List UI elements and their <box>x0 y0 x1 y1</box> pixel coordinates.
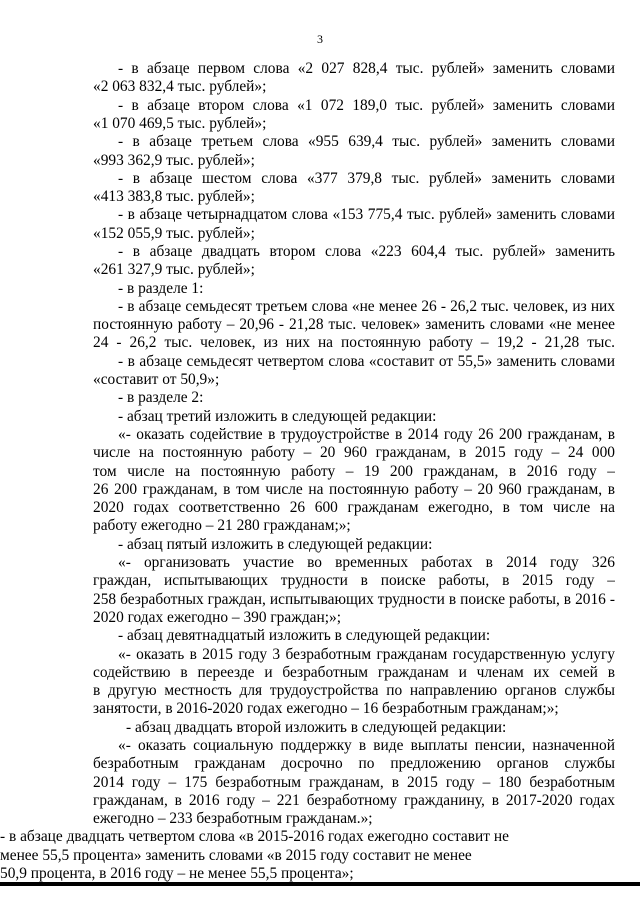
text-line: содействию в переезде и безработным гражданам и членам их семей в <box>93 663 615 681</box>
text-line: - в абзаце третьем слова «955 639,4 тыс. рублей» заменить словами <box>118 133 615 151</box>
text-line: - абзац третий изложить в следующей редакции: <box>118 407 437 425</box>
text-line: - в абзаце шестом слова «377 379,8 тыс. рублей» заменить словами <box>118 169 615 187</box>
text-line: занятости, в 2016-2020 годах ежегодно – 16 безработным гражданам;»; <box>93 700 559 718</box>
text-line: том числе на постоянную работу – 19 200 гражданам, в 2016 году – <box>93 462 615 480</box>
text-line: - в абзаце втором слова «1 072 189,0 тыс. рублей» заменить словами <box>118 96 615 114</box>
text-line: «- оказать содействие в трудоустройстве в 2014 году 26 200 гражданам, в <box>118 425 615 443</box>
text-line: «261 327,9 тыс. рублей»; <box>93 261 255 279</box>
text-line: в другую местность для трудоустройства по направлению органов службы <box>93 682 615 699</box>
text-line: граждан, испытывающих трудности в поиске работы, в 2015 году – <box>93 572 615 590</box>
page-number: 3 <box>317 32 323 46</box>
text-line: 50,9 процента, в 2016 году – не менее 55,5 процента»; <box>0 865 354 882</box>
text-line: гражданам, в 2016 году – 221 безработному гражданину, в 2017-2020 годах <box>93 791 615 809</box>
text-line: - абзац пятый изложить в следующей редакции: <box>118 535 433 553</box>
text-line: «2 063 832,4 тыс. рублей»; <box>93 78 267 96</box>
text-line: менее 55,5 процента» заменить словами «в 2015 году составит не менее <box>0 846 472 864</box>
text-line: «- оказать в 2015 году 3 безработным гражданам государственную услугу <box>118 645 615 663</box>
text-line: «993 362,9 тыс. рублей»; <box>93 151 255 169</box>
text-line: ежегодно – 233 безработным гражданам.»; <box>93 810 373 828</box>
text-line: безработным гражданам досрочно по предложению органов службы <box>93 755 615 773</box>
text-line: 26 200 гражданам, в том числе на постоянную работу – 20 960 гражданам, в <box>93 480 615 498</box>
text-line: - в абзаце первом слова «2 027 828,4 тыс. рублей» заменить словами <box>118 60 615 77</box>
text-line: 2020 годах ежегодно – 390 граждан;»; <box>93 608 341 626</box>
text-line: «составит от 50,9»; <box>93 371 220 388</box>
text-line: - в разделе 2: <box>118 389 204 407</box>
text-line: - абзац двадцать второй изложить в следующей редакции: <box>126 718 507 736</box>
text-line: постоянную работу – 20,96 - 21,28 тыс. человек» заменить словами «не менее <box>93 316 615 334</box>
text-line: - в абзаце четырнадцатом слова «153 775,4 тыс. рублей» заменить словами <box>118 206 615 224</box>
text-line: «152 055,9 тыс. рублей»; <box>93 224 255 242</box>
text-line: - в разделе 1: <box>118 279 204 297</box>
text-line: 2020 годах соответственно 26 600 гражданам ежегодно, в том числе на <box>93 499 615 517</box>
text-line: - в абзаце двадцать втором слова «223 604,4 тыс. рублей» заменить <box>118 243 615 260</box>
text-line: «1 070 469,5 тыс. рублей»; <box>93 114 267 132</box>
text-line: - в абзаце семьдесят третьем слова «не менее 26 - 26,2 тыс. человек, из них <box>118 297 615 315</box>
text-line: «- организовать участие во временных работах в 2014 году 326 <box>118 554 615 571</box>
text-line: «- оказать социальную поддержку в виде выплаты пенсии, назначенной <box>118 736 615 754</box>
text-line: «413 383,8 тыс. рублей»; <box>93 188 255 206</box>
text-line: работу ежегодно – 21 280 гражданам;»; <box>93 517 351 535</box>
text-line: числе на постоянную работу – 20 960 гражданам, в 2015 году – 24 000 <box>93 444 615 462</box>
text-line: - в абзаце семьдесят четвертом слова «составит от 55,5» заменить словами <box>118 352 615 370</box>
text-line: - в абзаце двадцать четвертом слова «в 2015-2016 годах ежегодно составит не <box>0 828 509 846</box>
bottom-rule <box>0 882 640 886</box>
text-line: 24 - 26,2 тыс. человек, из них на постоянную работу – 19,2 - 21,28 тыс. <box>93 334 615 352</box>
text-line: 2014 году – 175 безработным гражданам, в 2015 году – 180 безработным <box>93 773 615 791</box>
text-line: - абзац девятнадцатый изложить в следующей редакции: <box>118 627 491 645</box>
text-line: 258 безработных граждан, испытывающих трудности в поиске работы, в 2016 - <box>93 590 615 608</box>
